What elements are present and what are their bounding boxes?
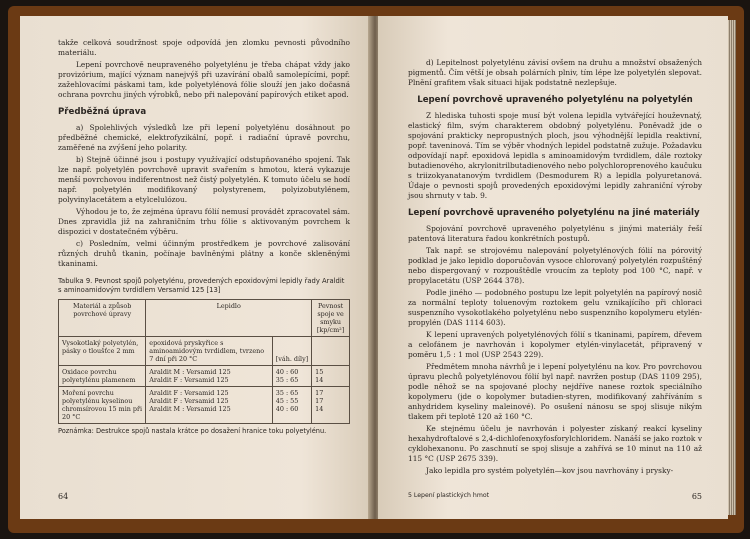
data-table [58,299,350,424]
right-page [378,16,728,519]
table-caption: Tabulka 9. Pevnost spojů polyetylénu, provedených epoxidovými lepidly řady Araldit s aminoamidovým tvrdidlem Versamid 125 [13] [58,277,345,294]
paragraph: Jako lepidla pro systém polyetylén—kov jsou navrhovány i prysky- [426,466,674,475]
table-cell: 17 17 14 [312,387,350,424]
page-number: 64 [58,492,69,501]
paragraph: c) Posledním, velmi účinným prostředkem je povrchové zalisování různých druhů tkanin, počínaje bavlněnými plátny a konče skleněnými tkaninami. [58,239,350,268]
paragraph: K lepení upravených polyetylénových fólií s tkaninami, papírem, dřevem a celofánem je navrhován i kopolymer etylén-vinylacetát, připravený v poměru 1,5 : 1 mol (USP 2543 229). [408,330,702,359]
table-cell: Moření povrchu polyetylénu kyselinou chromsírovou 15 min při 20 °C [59,387,146,424]
table-header: Lepidlo [146,300,312,337]
paragraph: Ke stejnému účelu je navrhován i polyester získaný reakcí kyseliny hexahydroftalové s 2,4-dichlofenoxyfosforylchloridem. Nanáší se jako roztok v cyklohexanonu. Po zaschnutí se spoj slisuje a zahřívá se 10 minut na 110 až 115 °C (USP 2675 339). [408,424,702,463]
section-heading: Lepení povrchově upraveného polyetylénu na polyetylén [417,95,693,105]
table-header: Materiál a způsob povrchové úpravy [59,300,146,337]
table-cell [312,337,350,366]
paragraph: Předmětem mnoha návrhů je i lepení polyetylénu na kov. Pro povrchovou úpravu plechů polyetylénovou fólií byl např. navržen postup (DAS 1109 295), podle něhož se na spojované plochy nejdříve nanese roztok speciálního kopolymeru (jde o kopolymer butadien-styren, modifikovaný zahříváním s anhydridem kyseliny maleinové). Po osušení nánosu se spoj slisuje nikým tlakem při teplotě 120 až 160 °C. [408,362,702,421]
paragraph: a) Spolehlivých výsledků lze při lepení polyetylénu dosáhnout po předběžné chemické, elektrofyzikální, popř. i radiační úpravě povrchu, zaměřené na zvýšení jeho polarity. [58,123,350,152]
paragraph: b) Stejně účinné jsou i postupy využívající odstupňovaného spojení. Tak lze např. polyetylén povrchově upravit svařením s hmotou, která vykazuje menší povrchovou indiferentnost než čistý polyetylén. K tomuto účelu se hodí např. polyetylén modifikovaný polystyrenem, polyizobutylénem, polyvinylacetátem a etylcelulózou. [58,155,350,204]
table-cell: Oxidace povrchu polyetylénu plamenem [59,366,146,387]
book [8,6,744,533]
table-cell: 40 : 60 35 : 65 [272,366,311,387]
page-number: 65 [691,492,702,501]
table-cell: 35 : 65 45 : 55 40 : 60 [272,387,311,424]
paragraph: Z hlediska tuhosti spoje musí být volena lepidla vytvářející houževnatý, elastický film, svým charakterem obdobný polyetylénu. Poněvadž jde o spojování prakticky nepropustných ploch, jsou výhodnější lepidla reaktivní, popř. taveninová. Tím se výběr vhodných lepidel podstatně zužuje. Požadavku odpovídají např. epoxidová lepidla s aminoamidovým tvrdidlem, dále roztoky butadienového, akrylonitrilbutadienového nebo polychloroprenového kaučuku s triizokyanatanovým tvrdidlem (Desmodurem R) a lepidla polyuretanová. Údaje o pevnosti spojů provedených epoxidovými lepidly zahraniční výroby jsou shrnuty v tab. 9. [408,111,702,200]
table-cell: epoxidová pryskyřice s aminoamidovým tvrdidlem, tvrzeno 7 dní při 20 °C [146,337,273,366]
table-cell: Vysokotlaký polyetylén, pásky o tloušťce 2 mm [59,337,146,366]
table-row [59,337,350,366]
table-cell: [váh. díly] [272,337,311,366]
paragraph: takže celková soudržnost spoje odpovídá jen zlomku pevnosti původního materiálu. [58,38,350,57]
section-heading: Předběžná úprava [58,107,147,117]
paragraph: Výhodou je to, že zejména úpravu fólií nemusí provádět zpracovatel sám. Dnes zpravidla již na zahraničním trhu fólie s aktivovaným povrchem k dispozici v dostatečném výběru. [58,207,350,236]
page-edges [728,20,736,515]
paragraph: d) Lepitelnost polyetylénu závisí ovšem na druhu a množství obsažených pigmentů. Čím větší je obsah polárních plniv, tím lépe lze polyetylén slepovat. Plnění grafitem však situaci hijak podstatně nezlepšuje. [408,58,702,87]
section-heading: Lepení povrchově upraveného polyetylénu na jiné materiály [408,208,700,218]
paragraph: Lepení povrchově neupraveného polyetylénu je třeba chápat vždy jako provizórium, mající význam nanejvýš při uzavírání obalů samolepícími, popř. zažehlovacími páskami tam, kde polyetylénová fólie slouží jen jako dočasná ochrana povrchu jiných výrobků, nebo při nalepování papírových etiket apod. [58,60,350,99]
paragraph: Spojování povrchově upraveného polyetylénu s jinými materiály řeší patentová literatura řadou konkrétních postupů. [408,224,702,243]
table-note: Poznámka: Destrukce spojů nastala krátce po dosažení hranice toku polyetylénu. [58,427,327,435]
table-cell: Araldit M : Versamid 125 Araldit F : Versamid 125 [146,366,273,387]
paragraph: Tak např. se strojovému nalepování polyetylénových fólií na pórovitý podklad je jako lepidlo doporučován vysoce chlorovaný polyetylén rozpuštěný nebo dispergovaný v rozpouštědle vroucím za teploty pod 100 °C, např. v propylacetátu (USP 2644 378). [408,246,702,285]
page-footer: 5 Lepení plastických hmot [408,492,490,499]
table-cell: Araldit F : Versamid 125 Araldit F : Versamid 125 Araldit M : Versamid 125 [146,387,273,424]
left-page [20,16,372,519]
paragraph: Podle jiného — podobného postupu lze lepit polyetylén na papírový nosič za normální teploty toluenovým roztokem gelu vznikajícího při chloraci suspenzního vysokotlakého polyetylénu nebo suspenzního kopolymeru etylén-propylén (DAS 1114 603). [408,288,702,327]
table-cell: 15 14 [312,366,350,387]
table-header: Pevnost spoje ve smyku [kp/cm²] [312,300,350,337]
table-row [59,387,350,424]
table-row [59,366,350,387]
